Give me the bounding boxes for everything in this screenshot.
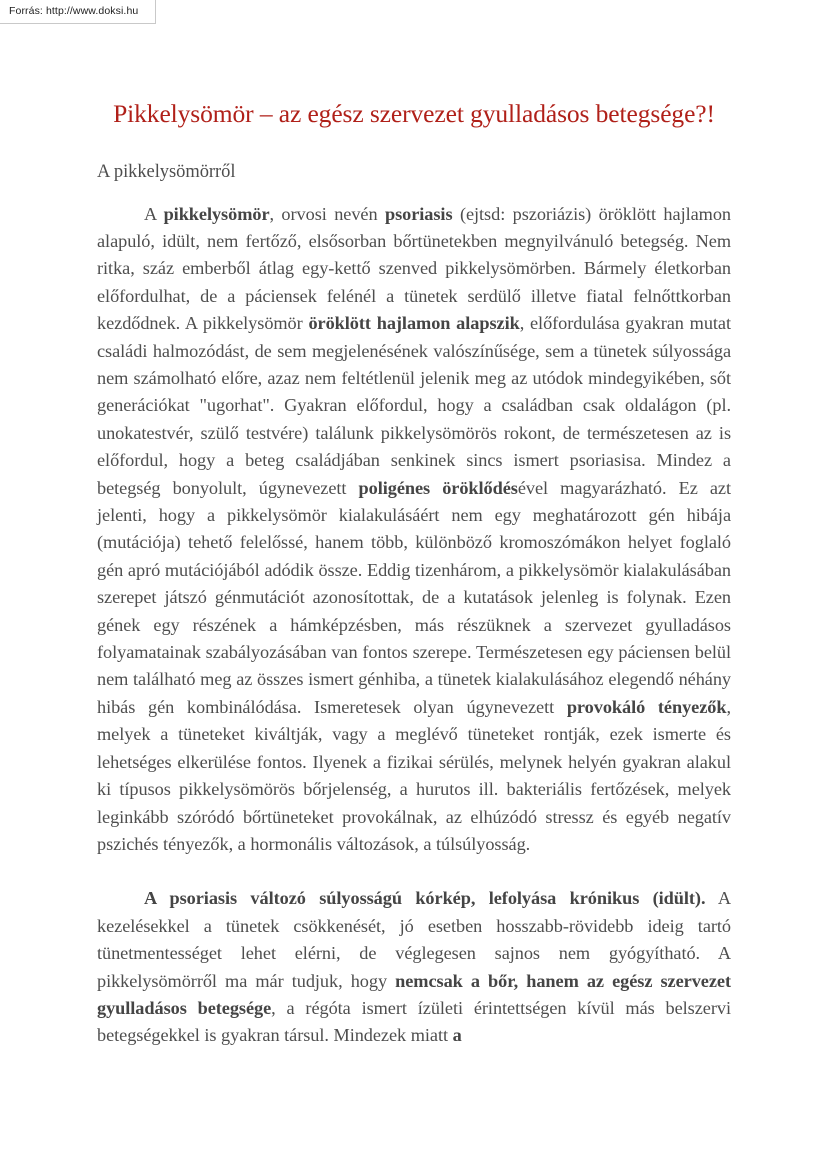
- text-run: , melyek a tüneteket kiváltják, vagy a meglévő tüneteket rontják, ezek ismerte és lehetséges elkerülése fontos. Ilyenek a fizikai sérülés, melynek helyén gyakran alakul ki típusos pikkelysömörös bőrjelenség, a hurutos ill. bakteriális fertőzések, melyek leginkább szóródó bőrtüneteket provokálnak, az elhúzódó stressz és egyéb negatív pszichés tényezők, a hormonális változások, a túlsúlyosság.: [97, 696, 731, 854]
- page-title: Pikkelysömör – az egész szervezet gyulladásos betegsége?!: [113, 99, 715, 128]
- term-provokalo-tenyezok: provokáló tényezők: [566, 696, 727, 717]
- text-run: A: [144, 203, 164, 224]
- term-oroklott-hajlamon-alapszik: öröklött hajlamon alapszik: [308, 313, 520, 334]
- source-url-label: Forrás: http://www.doksi.hu: [9, 5, 139, 18]
- text-run: A kezelésekkel a tünetek csökkenését, jó esetben hosszabb-rövidebb ideig tartó tünetmentességet lehet elérni, de véglegesen sajnos nem gyógyítható. A pikkelysömörről ma már tudjuk, hogy: [97, 888, 731, 991]
- term-pikkelysomor: pikkelysömör: [163, 203, 270, 224]
- section-heading: A pikkelysömörről: [97, 162, 236, 183]
- text-run: ével magyarázható. Ez azt jelenti, hogy a pikkelysömör kialakulásáért nem egy meghatározott gén hibája (mutációja) tehető felelőssé, hanem több, különböző kromoszómákon helyet foglaló gén apró mutációjából adódik össze. Eddig tizenhárom, a pikkelysömör kialakulásában szerepet játszó génmutációt azonosítottak, de a kutatások jelenleg is folynak. Ezen gének egy részének a hámképzésben, más részüknek a szervezet gyulladásos folyamatainak szabályozásában van fontos szerepe. Természetesen egy páciensen belül nem található meg az összes ismert génhiba, a tünetek kialakulásához elegendő néhány hibás gén kombinálódása. Ismeretesek olyan úgynevezett: [97, 477, 731, 717]
- term-trailing-a: a: [452, 1025, 462, 1046]
- text-run: (ejtsd: pszoriázis) öröklött hajlamon alapuló, idült, nem fertőző, elsősorban bőrtünetekben megnyilvánuló betegség. Nem ritka, száz emberből átlag egy-kettő szenved pikkelysömörben. Bármely életkorban előfordulhat, de a páciensek felénél a tünetek serdülő illetve fiatal felnőttkorban kezdődnek. A pikkelysömör: [97, 203, 731, 334]
- paragraph-about-psoriasis: [97, 184, 731, 859]
- document-page: [97, 0, 731, 1050]
- text-run: , orvosi nevén: [269, 203, 385, 224]
- term-psoriasis-kronikus: A psoriasis változó súlyosságú kórkép, lefolyása krónikus (idült).: [144, 888, 706, 909]
- text-run: , előfordulása gyakran mutat családi halmozódást, de sem megjelenésének valószínűsége, sem a tünetek súlyossága nem számolható előre, azaz nem feltétlenül jelenik meg az utódok mindegyikében, sőt generációkat "ugorhat". Gyakran előfordul, hogy a családban csak oldalágon (pl. unokatestvér, szülő testvére) találunk pikkelysömörös rokont, de természetesen az is előfordul, hogy a beteg családjában senkinek sincs ismert psoriasisa. Mindez a betegség bonyolult, úgynevezett: [97, 313, 731, 498]
- paragraph-disease-course: [97, 858, 731, 1049]
- term-egesz-szervezet-betegsege: nemcsak a bőr, hanem az egész szervezet gyulladásos betegsége: [97, 970, 731, 1018]
- term-psoriasis: psoriasis: [384, 203, 453, 224]
- term-poligenes-oroklodes: poligénes öröklődés: [358, 477, 518, 498]
- text-run: , a régóta ismert ízületi érintettségen kívül más belszervi betegségekkel is gyakran társul. Mindezek miatt: [97, 997, 731, 1046]
